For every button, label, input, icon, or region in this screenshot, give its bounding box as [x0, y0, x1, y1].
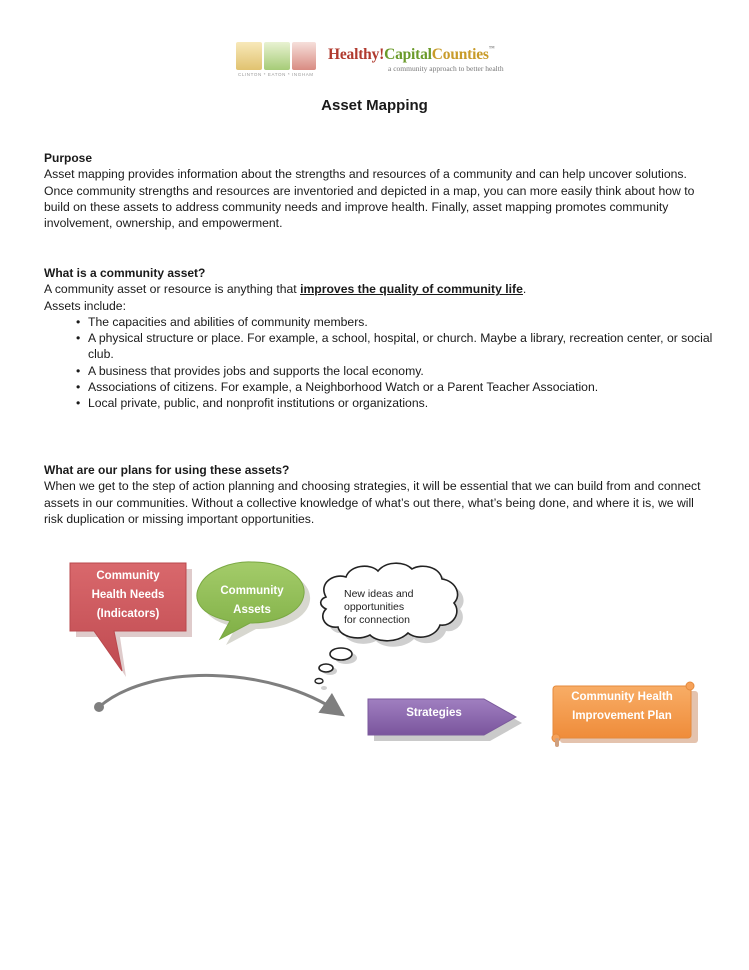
logo-image-ingham	[292, 42, 316, 70]
needs-line-2: Health Needs	[91, 589, 165, 601]
definition-suffix: .	[522, 282, 527, 297]
connector-arrow	[99, 675, 340, 713]
logo-wordmark	[328, 46, 495, 64]
assets-callout	[200, 582, 304, 620]
plans-heading: What are our plans for using these assets?	[44, 463, 290, 477]
bullet-icon: •	[76, 396, 81, 411]
plan-line-2: Improvement Plan	[572, 710, 672, 722]
logo-word-healthy: Healthy!	[328, 46, 385, 63]
logo-image-clinton	[236, 42, 262, 70]
section-plans	[44, 462, 714, 527]
logo-caption: CLINTON * EATON * INGHAM	[238, 72, 314, 77]
list-item	[44, 330, 714, 363]
bullet-icon: •	[76, 380, 81, 395]
bullet-icon: •	[76, 331, 81, 346]
page-title: Asset Mapping	[321, 97, 428, 114]
strategies-arrow	[368, 704, 500, 723]
logo-word-counties: Counties	[431, 46, 489, 63]
needs-line-1: Community	[96, 570, 160, 582]
definition-emphasis: improves the quality of community life	[300, 282, 523, 297]
definition-prefix: A community asset or resource is anything that	[44, 282, 301, 297]
logo-tagline: a community approach to better health	[388, 64, 504, 73]
needs-line-3: (Indicators)	[96, 608, 160, 620]
assets-line-2: Assets	[233, 604, 271, 616]
section-what-is-asset	[44, 265, 714, 412]
bullet-icon: •	[76, 363, 81, 378]
list-item-text: A business that provides jobs and supports the local economy.	[88, 363, 424, 378]
trademark: ™	[488, 46, 495, 52]
list-item-text: The capacities and abilities of community members.	[88, 314, 368, 329]
cloud-line-2: opportunities	[344, 601, 405, 613]
asset-definition	[44, 281, 714, 297]
list-item	[44, 314, 714, 330]
list-item-text: Associations of citizens. For example, a Neighborhood Watch or a Parent Teacher Association.	[88, 380, 599, 395]
section-purpose	[44, 150, 714, 231]
bullet-icon: •	[76, 314, 81, 329]
what-is-heading: What is a community asset?	[44, 266, 206, 280]
logo-word-capital: Capital	[384, 46, 432, 63]
list-item-text: Local private, public, and nonprofit institutions or organizations.	[88, 396, 429, 411]
healthy-capital-counties-logo	[236, 42, 504, 78]
plan-line-1: Community Health	[571, 691, 673, 703]
list-item	[44, 379, 714, 395]
list-item	[44, 363, 714, 379]
plan-scroll	[553, 688, 691, 726]
thought-cloud	[344, 588, 413, 627]
assets-line-1: Community	[220, 585, 284, 597]
asset-mapping-diagram	[0, 555, 749, 755]
purpose-body: Asset mapping provides information about the strengths and resources of a community and can help uncover solutions. Once community strengths and resources are inventoried and depicted in a map, you can more easily think about how to build on these assets to address community needs and improve health. Finally, asset mapping promotes community involvement, ownership, and empowerment.	[44, 167, 695, 231]
purpose-heading: Purpose	[44, 151, 93, 165]
logo-image-eaton	[264, 42, 290, 70]
cloud-line-3: for connection	[344, 614, 410, 626]
cloud-line-1: New ideas and	[344, 588, 414, 600]
needs-callout	[70, 567, 186, 624]
strategies-label: Strategies	[406, 707, 462, 719]
assets-include-label: Assets include:	[44, 298, 126, 313]
list-item	[44, 395, 714, 411]
list-item-text: A physical structure or place. For example, a school, hospital, or church. Maybe a library, recreation center, or social club.	[88, 331, 713, 362]
assets-list	[44, 314, 714, 412]
plans-body: When we get to the step of action planning and choosing strategies, it will be essential that we can build from and connect assets in our communities. Without a collective knowledge of what’s out there, what’s being done, and where it is, we will risk duplication or missing important opportunities.	[44, 479, 701, 526]
